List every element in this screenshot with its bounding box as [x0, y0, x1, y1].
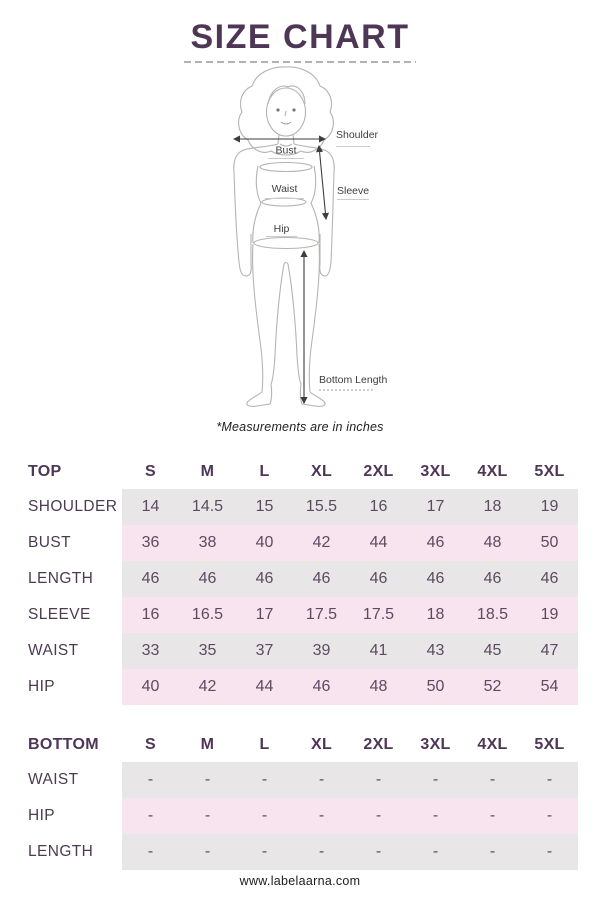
size-value: 44: [369, 534, 388, 551]
size-value: 46: [369, 570, 388, 587]
size-value: -: [261, 807, 268, 824]
size-value: 46: [426, 534, 445, 551]
size-value: -: [318, 807, 325, 824]
size-value: -: [204, 807, 211, 824]
size-value: 41: [369, 642, 388, 659]
size-value: 50: [426, 678, 445, 695]
size-column-header: 2XL: [363, 736, 394, 753]
size-value: -: [489, 807, 496, 824]
row-label: LENGTH: [28, 834, 122, 870]
size-column-header: 5XL: [534, 463, 565, 480]
table-row: [28, 597, 578, 633]
size-value: 14.5: [191, 498, 224, 515]
size-value: -: [261, 843, 268, 860]
size-column-header: M: [200, 736, 215, 753]
size-value: -: [204, 771, 211, 788]
size-value: 35: [198, 642, 217, 659]
table-title: BOTTOM: [28, 728, 122, 762]
row-label: BUST: [28, 525, 122, 561]
table-row: [28, 489, 578, 525]
size-value: 50: [540, 534, 559, 551]
size-value: 43: [426, 642, 445, 659]
size-column-header: 2XL: [363, 463, 394, 480]
size-value: -: [432, 843, 439, 860]
table-row: [28, 762, 578, 798]
size-value: 38: [198, 534, 217, 551]
size-value: 36: [141, 534, 160, 551]
size-value: -: [489, 771, 496, 788]
waist-label: Waist: [271, 183, 298, 195]
size-value: -: [432, 771, 439, 788]
size-value: 19: [540, 498, 559, 515]
size-value: -: [147, 771, 154, 788]
table-row: [28, 798, 578, 834]
size-value: 46: [540, 570, 559, 587]
table-row: [28, 633, 578, 669]
size-column-header: 5XL: [534, 736, 565, 753]
size-value: 16: [141, 606, 160, 623]
shoulder-label: Shoulder: [336, 129, 379, 141]
size-value: 37: [255, 642, 274, 659]
size-value: -: [261, 771, 268, 788]
size-value: 46: [255, 570, 274, 587]
size-value: 46: [312, 570, 331, 587]
row-label: HIP: [28, 798, 122, 834]
size-value: -: [318, 771, 325, 788]
row-label: LENGTH: [28, 561, 122, 597]
size-value: 17.5: [362, 606, 395, 623]
size-value: 40: [255, 534, 274, 551]
website-url: www.labelaarna.com: [239, 874, 361, 888]
size-column-header: 4XL: [477, 736, 508, 753]
row-label: SHOULDER: [28, 489, 122, 525]
size-value: 15.5: [305, 498, 338, 515]
size-column-header: S: [145, 463, 156, 480]
size-value: 46: [483, 570, 502, 587]
size-value: 46: [312, 678, 331, 695]
size-value: 42: [312, 534, 331, 551]
size-value: -: [546, 807, 553, 824]
row-label: HIP: [28, 669, 122, 705]
row-label: SLEEVE: [28, 597, 122, 633]
size-value: 54: [540, 678, 559, 695]
size-value: -: [204, 843, 211, 860]
size-value: -: [147, 807, 154, 824]
size-value: 18: [483, 498, 502, 515]
size-value: -: [375, 843, 382, 860]
size-value: -: [318, 843, 325, 860]
size-value: 19: [540, 606, 559, 623]
size-value: -: [546, 843, 553, 860]
bottom-size-table: [28, 728, 578, 870]
size-column-header: S: [145, 736, 156, 753]
size-value: 33: [141, 642, 160, 659]
sleeve-label: Sleeve: [337, 185, 370, 197]
table-title: TOP: [28, 455, 122, 489]
size-value: 18: [426, 606, 445, 623]
size-column-header: L: [259, 736, 270, 753]
table-row: [28, 669, 578, 705]
table-row: [28, 525, 578, 561]
size-value: 18.5: [476, 606, 509, 623]
size-header-row: [28, 455, 578, 489]
row-label: WAIST: [28, 633, 122, 669]
size-value: 14: [141, 498, 160, 515]
size-column-header: 3XL: [420, 463, 451, 480]
size-value: 46: [198, 570, 217, 587]
size-value: 17.5: [305, 606, 338, 623]
top-size-table: [28, 455, 578, 705]
size-value: 46: [141, 570, 160, 587]
table-row: [28, 834, 578, 870]
size-value: 39: [312, 642, 331, 659]
measurement-note: *Measurements are in inches: [216, 420, 384, 434]
size-value: 45: [483, 642, 502, 659]
row-label: WAIST: [28, 762, 122, 798]
size-value: 42: [198, 678, 217, 695]
body-measurement-figure: [0, 0, 600, 445]
size-value: 17: [255, 606, 274, 623]
size-value: -: [375, 771, 382, 788]
size-column-header: 4XL: [477, 463, 508, 480]
size-value: 46: [426, 570, 445, 587]
size-column-header: XL: [310, 463, 333, 480]
size-value: -: [546, 771, 553, 788]
measurement-arrows: [234, 139, 326, 403]
size-value: 16.5: [191, 606, 224, 623]
size-value: 15: [255, 498, 274, 515]
size-value: 48: [369, 678, 388, 695]
size-value: -: [375, 807, 382, 824]
bottom-length-label: Bottom Length: [319, 374, 388, 386]
size-value: -: [489, 843, 496, 860]
size-value: 16: [369, 498, 388, 515]
size-value: -: [147, 843, 154, 860]
size-value: 44: [255, 678, 274, 695]
hip-label: Hip: [273, 223, 290, 235]
size-value: 52: [483, 678, 502, 695]
bust-label: Bust: [275, 144, 297, 157]
size-column-header: M: [200, 463, 215, 480]
page-title: SIZE CHART: [190, 18, 410, 56]
size-column-header: L: [259, 463, 270, 480]
size-value: 48: [483, 534, 502, 551]
table-row: [28, 561, 578, 597]
size-value: 40: [141, 678, 160, 695]
size-column-header: 3XL: [420, 736, 451, 753]
size-value: 17: [426, 498, 445, 515]
size-value: -: [432, 807, 439, 824]
size-value: 47: [540, 642, 559, 659]
size-column-header: XL: [310, 736, 333, 753]
size-header-row: [28, 728, 578, 762]
sleeve-arrow: [319, 146, 326, 219]
